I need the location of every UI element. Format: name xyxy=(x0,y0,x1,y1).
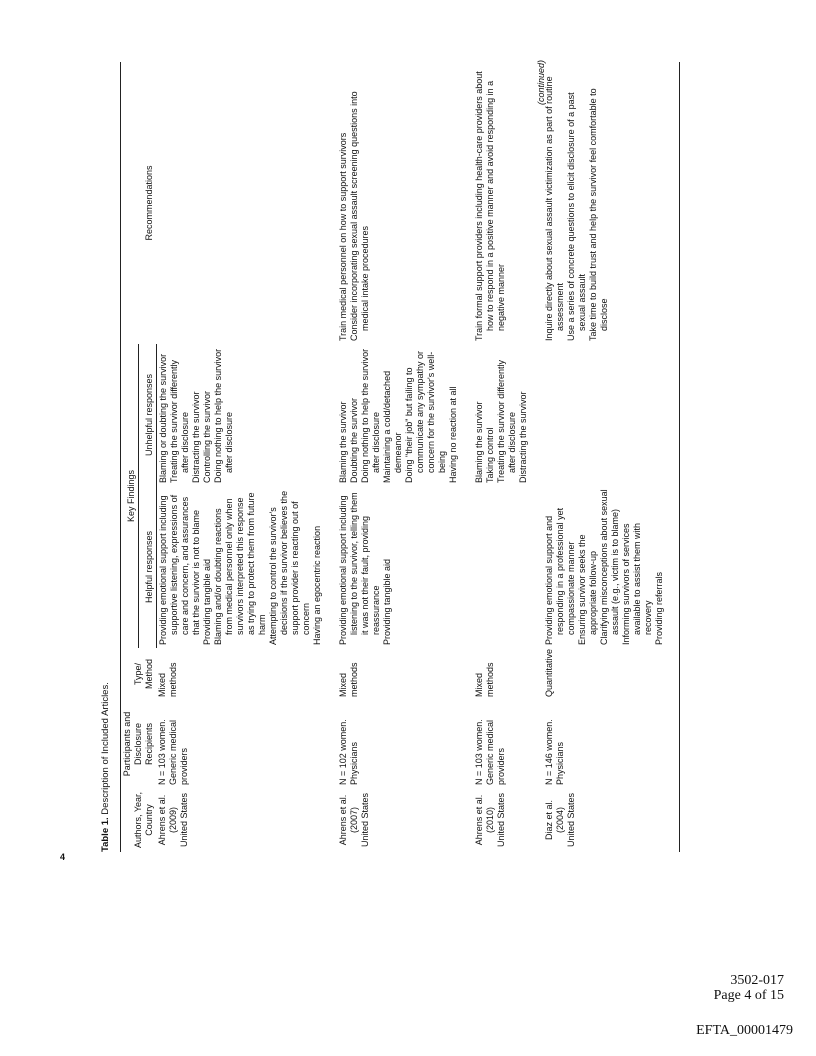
authors-line: (2009) xyxy=(168,807,178,834)
authors-line: Ahrens et al. xyxy=(337,794,348,846)
header-key-findings: Key Findings xyxy=(121,344,139,648)
unhelpful-item: Distracting the survivor xyxy=(190,391,201,483)
table-row xyxy=(473,62,543,852)
authors-line: United States xyxy=(179,792,189,848)
unhelpful-item: Having no reaction at all xyxy=(447,386,458,483)
unhelpful-item: Distracting the survivor xyxy=(517,391,528,483)
unhelpful-item: Maintaining a cold/detached demeanor xyxy=(381,370,403,483)
helpful-list xyxy=(338,489,393,645)
helpful-item: Providing referrals xyxy=(653,571,664,645)
unhelpful-item: Blaming or doubting the survivor xyxy=(157,353,168,483)
unhelpful-item: Blaming the survivor xyxy=(337,401,348,483)
recommendations-item: Consider incorporating sexual assault screening questions into medical intake procedures xyxy=(348,91,370,341)
cell-helpful xyxy=(337,486,473,648)
helpful-list xyxy=(158,489,323,645)
participants-line: Physicians xyxy=(348,741,359,785)
unhelpful-item: Doing nothing to help the survivor after disclosure xyxy=(359,348,381,483)
cell-recommendations xyxy=(337,62,473,344)
table-caption-text: Description of Included Articles. xyxy=(100,682,111,815)
authors-line: Ahrens et al. xyxy=(473,794,484,846)
cell-helpful xyxy=(473,486,543,648)
helpful-item: Providing emotional support including listening to the survivor, telling them it was not their fault, providing reassurance xyxy=(337,492,381,645)
cell-type: Mixed methods xyxy=(157,662,178,697)
authors-line: Ahrens et al. xyxy=(157,794,167,846)
unhelpful-list xyxy=(474,347,529,483)
header-participants: Participants and Disclosure Recipients xyxy=(121,700,157,788)
cell-unhelpful xyxy=(337,344,473,486)
participants-line: providers xyxy=(495,747,506,785)
cell-participants xyxy=(543,700,680,788)
cell-authors xyxy=(543,788,680,852)
recommendations-item: Train medical personnel on how to support survivors xyxy=(337,132,348,341)
recommendations-list xyxy=(474,65,507,341)
cell-helpful xyxy=(156,486,337,648)
unhelpful-list xyxy=(338,347,459,483)
participants-line: Generic medical xyxy=(168,719,178,785)
helpful-item: Providing emotional support and responding in a professional yet compassionate manner xyxy=(543,507,576,645)
header-authors: Authors, Year, Country xyxy=(121,788,157,852)
recommendations-item: Train formal support providers including health-care providers about how to respond in a positive manner and avoid responding in a negative manner xyxy=(473,71,506,341)
doc-id: 3502-017 xyxy=(730,973,784,988)
cell-type: Mixed methods xyxy=(337,662,359,697)
helpful-item: Providing tangible aid xyxy=(381,558,392,645)
table-caption-label: Table 1. xyxy=(100,817,111,852)
cell-participants xyxy=(473,700,543,788)
helpful-list xyxy=(544,489,665,645)
cell-type: Quantitative xyxy=(543,648,680,700)
helpful-item: Ensuring survivor seeks the appropriate follow-up xyxy=(576,534,598,645)
cell-participants xyxy=(337,700,473,788)
table-body xyxy=(156,62,679,852)
articles-table xyxy=(120,62,680,852)
participants-line: N = 146 women. xyxy=(543,719,554,785)
document-reference xyxy=(714,973,784,1003)
unhelpful-item: Doubting the survivor xyxy=(348,397,359,483)
participants-line: Generic medical xyxy=(484,719,495,785)
table-row xyxy=(543,62,680,852)
helpful-item: Attempting to control the survivor's decisions if the survivor believes the support provider is reacting out of concern xyxy=(267,490,311,645)
unhelpful-item: Blaming the survivor xyxy=(473,401,484,483)
participants-line: N = 103 women. xyxy=(157,719,167,785)
participants-line: providers xyxy=(179,747,189,785)
cell-authors xyxy=(156,788,337,852)
recommendations-item: Take time to build trust and help the survivor feel comfortable to disclose xyxy=(587,88,609,341)
header-type: Type/ Method xyxy=(121,648,157,700)
cell-authors xyxy=(473,788,543,852)
unhelpful-item: Treating the survivor differently after disclosure xyxy=(168,359,190,483)
participants-line: N = 103 women. xyxy=(473,719,484,785)
page-of: Page 4 of 15 xyxy=(713,988,784,1003)
cell-type: Mixed methods xyxy=(473,662,495,697)
table-row xyxy=(156,62,337,852)
unhelpful-item: Treating the survivor differently after disclosure xyxy=(495,359,517,483)
cell-authors xyxy=(337,788,473,852)
recommendations-item: Inquire directly about sexual assault victimization as part of routine assessment xyxy=(543,76,565,341)
cell-recommendations xyxy=(473,62,543,344)
cell-participants xyxy=(156,700,337,788)
continued-note: (continued) xyxy=(536,60,546,106)
authors-line: United States xyxy=(565,792,576,848)
cell-recommendations xyxy=(156,62,337,344)
page-number: 4 xyxy=(60,852,66,862)
helpful-item: Providing tangible aid xyxy=(201,558,212,645)
table-row xyxy=(337,62,473,852)
recommendations-list xyxy=(338,65,371,341)
header-recommendations: Recommendations xyxy=(121,62,157,344)
helpful-item: Providing emotional support including supportive listening, expressions of care and concern, and assurances that the survivor is not to blame xyxy=(157,494,201,645)
cell-unhelpful xyxy=(473,344,543,486)
helpful-item: Informing survivors of services available to assist them with recovery xyxy=(620,522,653,645)
header-unhelpful: Unhelpful responses xyxy=(138,344,156,486)
unhelpful-item: Doing "their job" but failing to communicate any sympathy or concern for the survivor's well-being xyxy=(403,350,447,483)
authors-line: United States xyxy=(495,792,506,848)
unhelpful-item: Controlling the survivor xyxy=(201,390,212,483)
recommendations-item: Use a series of concrete questions to elicit disclosure of a past sexual assault xyxy=(565,92,587,341)
recommendations-list xyxy=(544,65,610,341)
unhelpful-item: Taking control xyxy=(484,427,495,483)
helpful-item: Clarifying misconceptions about sexual assault (e.g., victim is to blame) xyxy=(598,489,620,645)
participants-line: N = 102 women. xyxy=(337,719,348,785)
authors-line: (2010) xyxy=(484,807,495,834)
authors-line: (2004) xyxy=(554,807,565,834)
helpful-item: Blaming and/or doubting reactions from medical personnel only when survivors interpreted this response as trying to protect them from future harm xyxy=(212,492,267,645)
participants-line: Physicians xyxy=(554,741,565,785)
cell-unhelpful xyxy=(543,344,680,486)
table-caption xyxy=(100,682,111,852)
authors-line: (2007) xyxy=(348,807,359,834)
header-helpful: Helpful responses xyxy=(138,486,156,648)
authors-line: United States xyxy=(359,792,370,848)
efta-number: EFTA_00001479 xyxy=(696,1023,793,1038)
rotated-table-region xyxy=(100,60,664,852)
unhelpful-list xyxy=(158,347,235,483)
helpful-item: Having an egocentric reaction xyxy=(311,525,322,645)
unhelpful-item: Doing nothing to help the survivor after disclosure xyxy=(212,348,234,483)
cell-unhelpful xyxy=(156,344,337,486)
cell-helpful xyxy=(543,486,680,648)
cell-recommendations xyxy=(543,62,680,344)
authors-line: Diaz et al. xyxy=(543,799,554,841)
